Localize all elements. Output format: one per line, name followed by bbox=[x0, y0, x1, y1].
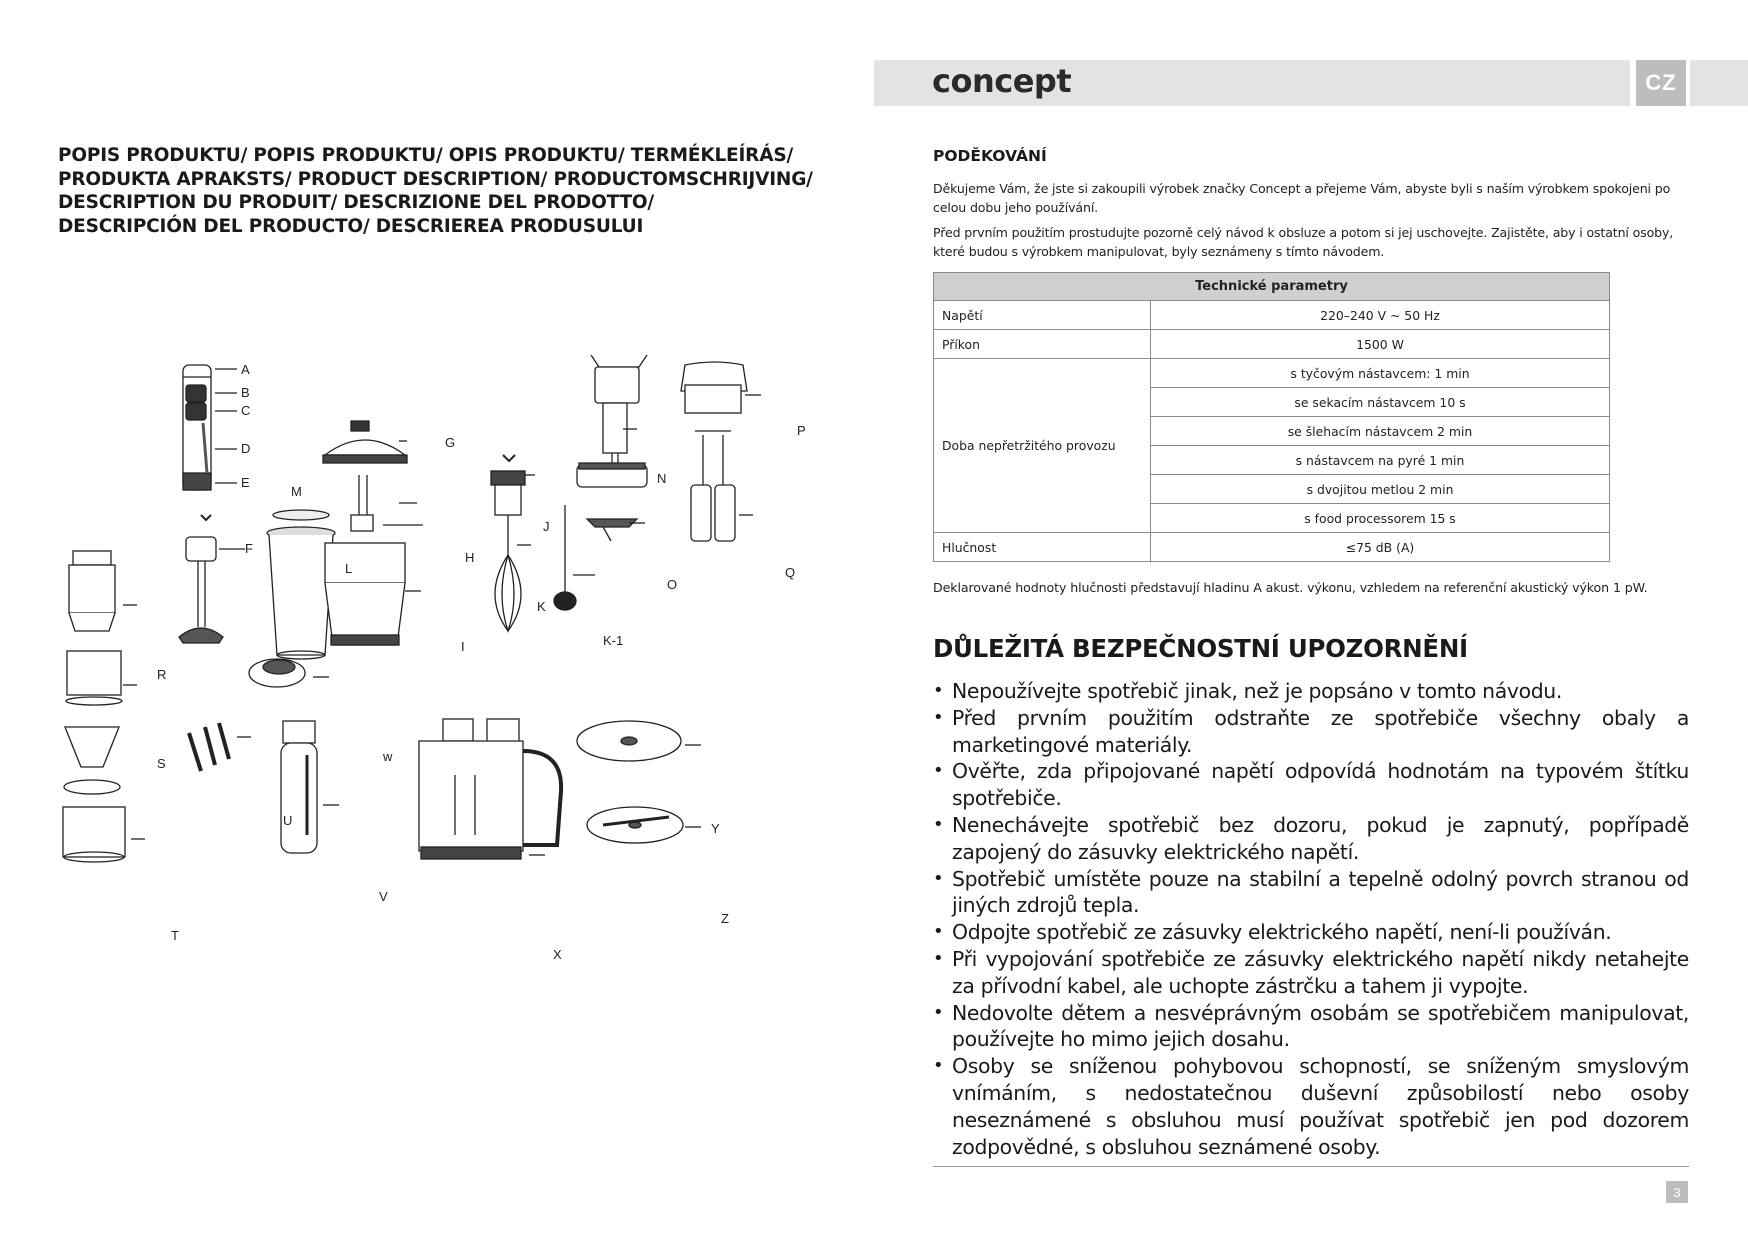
disc-y-drawing bbox=[577, 721, 681, 761]
table-header-row bbox=[934, 273, 1610, 301]
label-f: F bbox=[245, 541, 253, 556]
label-u: U bbox=[283, 813, 293, 828]
technical-parameters-table bbox=[933, 272, 1610, 562]
table-title: Technické parametry bbox=[934, 273, 1610, 301]
list-item: • Nedovolte dětem a nesvéprávným osobám se spotřebičem manipulovat, používejte ho mimo jejich dosahu. bbox=[933, 1000, 1689, 1054]
label-b: B bbox=[241, 385, 250, 400]
label-c: C bbox=[241, 403, 251, 418]
noise-label: Hlučnost bbox=[934, 533, 1151, 562]
lid-w-drawing bbox=[249, 659, 305, 687]
processor-bowl-x-drawing bbox=[419, 719, 561, 859]
label-l: L bbox=[345, 561, 353, 576]
puree-masher-drawing bbox=[577, 355, 647, 487]
product-parts-diagram bbox=[55, 355, 845, 975]
list-item: • Spotřebič umístěte pouze na stabilní a tepelně odolný povrch stranou od jiných zdrojů tepla. bbox=[933, 866, 1689, 920]
heading-line-2: PRODUKTA APRAKSTS/ PRODUCT DESCRIPTION/ PRODUCTOMSCHRIJVING/ bbox=[58, 168, 813, 190]
voltage-label: Napětí bbox=[934, 301, 1151, 330]
duty-value: se šlehacím nástavcem 2 min bbox=[1151, 417, 1610, 446]
label-q: Q bbox=[785, 565, 796, 580]
thanks-paragraph-2: Před prvním použitím prostudujte pozorně celý návod k obsluze a potom si jej uschovejte. Zajistěte, aby i ostatní osoby, které budou s výrobkem manipulovat, byly seznámeny s tímto návodem. bbox=[933, 225, 1674, 259]
container-t-drawing bbox=[63, 727, 125, 862]
label-j: J bbox=[543, 519, 550, 534]
duty-value: s dvojitou metlou 2 min bbox=[1151, 475, 1610, 504]
label-s: S bbox=[157, 756, 166, 771]
double-whisk-gear-drawing bbox=[681, 362, 747, 541]
thanks-title: PODĚKOVÁNÍ bbox=[933, 147, 1047, 165]
container-r-drawing bbox=[69, 551, 115, 631]
pusher-v-drawing bbox=[281, 721, 317, 853]
noise-value: ≤75 dB (A) bbox=[1151, 533, 1610, 562]
page-number: 3 bbox=[1666, 1181, 1688, 1203]
table-row bbox=[934, 359, 1610, 388]
label-k: K bbox=[537, 599, 546, 614]
duty-value: s food processorem 15 s bbox=[1151, 504, 1610, 533]
noise-note: Deklarované hodnoty hlučnosti představují hladinu A akust. výkonu, vzhledem na referenční akustický výkon 1 pW. bbox=[933, 580, 1648, 595]
list-item: • Osoby se sníženou pohybovou schopností, se sníženým smyslovým vnímáním, s nedostatečnou duševní způsobilostí nebo osoby neseznámené s obsluhou musí používat spotřebič jen pod dozorem zodpovědné, s obsluhou seznámené osoby. bbox=[933, 1053, 1689, 1160]
label-r: R bbox=[157, 667, 167, 682]
list-item: • Nenechávejte spotřebič bez dozoru, pokud je zapnutý, popřípadě zapojený do zásuvky elektrického napětí. bbox=[933, 812, 1689, 866]
label-w: w bbox=[383, 749, 393, 764]
list-item: • Ověřte, zda připojované napětí odpovídá hodnotám na typovém štítku spotřebiče. bbox=[933, 758, 1689, 812]
label-g: G bbox=[445, 435, 456, 450]
label-e: E bbox=[241, 475, 250, 490]
blender-shaft-drawing bbox=[179, 537, 223, 643]
list-item: • Před prvním použitím odstraňte ze spotřebiče všechny obaly a marketingové materiály. bbox=[933, 705, 1689, 759]
stirrer-drawing bbox=[554, 505, 576, 610]
label-o: O bbox=[667, 577, 678, 592]
header-band-end bbox=[1690, 60, 1748, 106]
power-label: Příkon bbox=[934, 330, 1151, 359]
thanks-paragraph-1: Děkujeme Vám, že jste si zakoupili výrobek značky Concept a přejeme Vám, abyste byli s naším výrobkem spokojeni po celou dobu jeho používání. bbox=[933, 181, 1671, 215]
language-tab: CZ bbox=[1636, 60, 1686, 106]
container-s-drawing bbox=[66, 651, 122, 705]
voltage-value: 220–240 V ~ 50 Hz bbox=[1151, 301, 1610, 330]
label-i: I bbox=[461, 639, 465, 654]
table-row bbox=[934, 533, 1610, 562]
label-v: V bbox=[379, 889, 388, 904]
list-item: • Odpojte spotřebič ze zásuvky elektrického napětí, není-li používán. bbox=[933, 919, 1689, 946]
safety-title: DŮLEŽITÁ BEZPEČNOSTNÍ UPOZORNĚNÍ bbox=[933, 634, 1468, 663]
heading-line-3: DESCRIPTION DU PRODUIT/ DESCRIZIONE DEL PRODOTTO/ bbox=[58, 192, 654, 213]
product-description-heading bbox=[58, 144, 818, 238]
safety-rules-list bbox=[933, 678, 1689, 1160]
duty-value: se sekacím nástavcem 10 s bbox=[1151, 388, 1610, 417]
table-row bbox=[934, 330, 1610, 359]
label-n: N bbox=[657, 471, 667, 486]
duty-value: s tyčovým nástavcem: 1 min bbox=[1151, 359, 1610, 388]
bottom-divider bbox=[933, 1166, 1689, 1167]
heading-line-4: DESCRIPCIÓN DEL PRODUCTO/ DESCRIEREA PRODUSULUI bbox=[58, 215, 644, 237]
disc-z-drawing bbox=[587, 807, 683, 843]
label-y: Y bbox=[711, 821, 720, 836]
power-value: 1500 W bbox=[1151, 330, 1610, 359]
label-z: Z bbox=[721, 911, 729, 926]
blades-u-drawing bbox=[189, 723, 229, 771]
label-k-1: K-1 bbox=[603, 633, 624, 648]
list-item: • Nepoužívejte spotřebič jinak, než je popsáno v tomto návodu. bbox=[933, 678, 1689, 705]
label-p: P bbox=[797, 423, 806, 438]
list-item: • Při vypojování spotřebiče ze zásuvky elektrického napětí nikdy netahejte za přívodní kabel, ale uchopte zástrčku a tahem ji vypojte. bbox=[933, 946, 1689, 1000]
table-row bbox=[934, 301, 1610, 330]
duty-value: s nástavcem na pyré 1 min bbox=[1151, 446, 1610, 475]
motor-handle-drawing bbox=[183, 365, 211, 490]
label-m: M bbox=[291, 484, 302, 499]
duty-label: Doba nepřetržitého provozu bbox=[934, 359, 1151, 533]
label-a: A bbox=[241, 362, 250, 377]
label-x: X bbox=[553, 947, 562, 962]
label-h: H bbox=[465, 550, 475, 565]
label-d: D bbox=[241, 441, 251, 456]
whisk-drawing bbox=[491, 455, 525, 631]
label-t: T bbox=[171, 928, 179, 943]
brand-logo: concept bbox=[932, 62, 1072, 100]
blade-o-drawing bbox=[587, 519, 637, 541]
heading-line-1: POPIS PRODUKTU/ POPIS PRODUKTU/ OPIS PRODUKTU/ TERMÉKLEÍRÁS/ bbox=[58, 145, 794, 166]
